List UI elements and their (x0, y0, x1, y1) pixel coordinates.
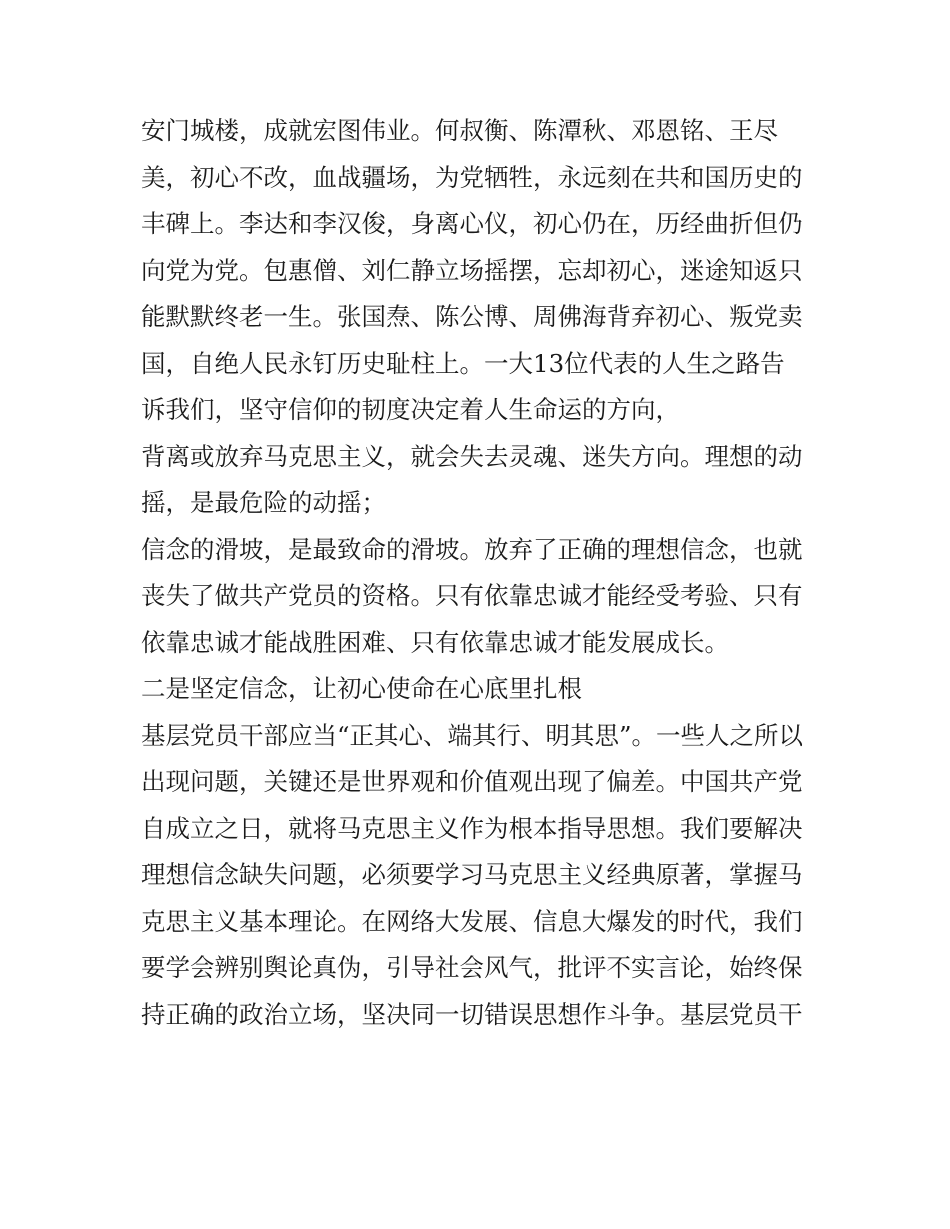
text-line: 向党为党。包惠僧、刘仁静立场摇摆，忘却初心，迷途知返只 (141, 255, 803, 285)
text-line: 安门城楼，成就宏图伟业。何叔衡、陈潭秋、邓恩铭、王尽 (141, 116, 778, 145)
text-line: 丰碑上。李达和李汉俊，身离心仪，初心仍在，历经曲折但仍 (141, 209, 803, 238)
text-line: 国，自绝人民永钉历史耻柱上。一大13位代表的人生之路告 (141, 348, 785, 378)
text-line: 克思主义基本理论。在网络大发展、信息大爆发的时代，我们 (141, 906, 803, 936)
text-line: 美，初心不改，血战疆场，为党牺牲，永远刻在共和国历史的 (141, 162, 803, 192)
text-line: 理想信念缺失问题，必须要学习马克思主义经典原著，掌握马 (141, 860, 803, 889)
text-line: 背离或放弃马克思主义，就会失去灵魂、迷失方向。理想的动 (141, 441, 803, 471)
text-line: 诉我们，坚守信仰的韧度决定着人生命运的方向， (141, 395, 680, 424)
document-body (141, 108, 821, 1038)
text-line: 自成立之日，就将马克思主义作为根本指导思想。我们要解决 (141, 813, 803, 843)
text-line: 依靠忠诚才能战胜困难、只有依靠忠诚才能发展成长。 (141, 627, 729, 657)
text-line: 丧失了做共产党员的资格。只有依靠忠诚才能经受考验、只有 (141, 581, 803, 610)
text-line: 信念的滑坡，是最致命的滑坡。放弃了正确的理想信念，也就 (141, 534, 803, 564)
section-heading: 二是坚定信念，让初心使命在心底里扎根 (141, 674, 582, 703)
text-line: 基层党员干部应当“正其心、端其行、明其思”。一些人之所以 (141, 720, 804, 750)
text-line: 能默默终老一生。张国焘、陈公博、周佛海背弃初心、叛党卖 (141, 302, 803, 331)
text-line: 摇，是最危险的动摇； (141, 488, 386, 517)
text-line: 出现问题，关键还是世界观和价值观出现了偏差。中国共产党 (141, 767, 803, 796)
text-line: 要学会辨别舆论真伪，引导社会风气，批评不实言论，始终保 (141, 953, 803, 982)
text-line: 持正确的政治立场，坚决同一切错误思想作斗争。基层党员干 (141, 999, 803, 1029)
